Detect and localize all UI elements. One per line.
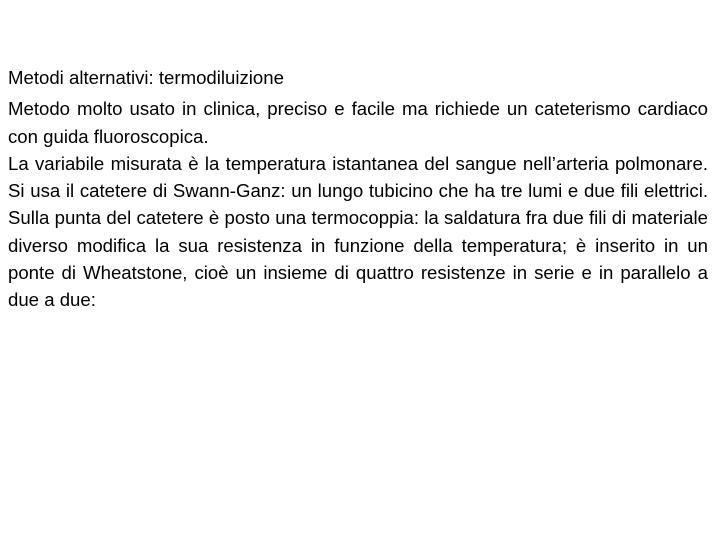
paragraph-catheter-description: La variabile misurata è la temperatura istantanea del sangue nell’arteria polmonare. Si usa il catetere di Swann-Ganz: un lungo tubicino che ha tre lumi e due fili elettrici. Sulla punta del catetere è posto una termocoppia: la saldatura fra due fili di materiale diverso modifica la sua resistenza in funzione della temperatura; è inserito in un ponte di Wheatstone, cioè un insieme di quattro resistenze in serie e in parallelo a due a due: <box>8 152 708 311</box>
paragraph-method-description: Metodo molto usato in clinica, preciso e facile ma richiede un cateterismo cardiaco con guida fluoroscopica. <box>8 98 708 147</box>
slide-heading: Metodi alternativi: termodiluizione <box>8 67 284 88</box>
slide-text-body <box>8 64 708 314</box>
